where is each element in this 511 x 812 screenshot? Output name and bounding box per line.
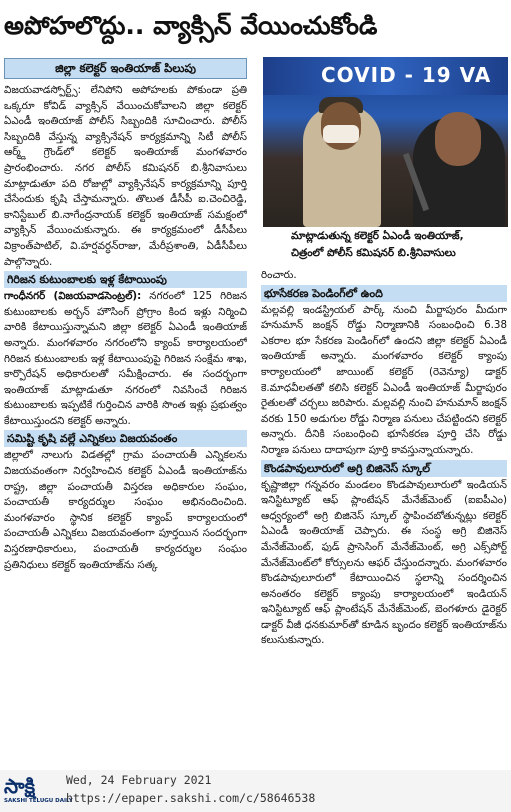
caption-line-1: మాట్లాడుతున్న కలెక్టర్ ఏఎండీ ఇంతియాజ్, <box>291 230 464 242</box>
dateline: గాంధీనగర్ (విజయవాడసెంట్రల్): <box>4 290 142 303</box>
article-tribal-housing-text: నగరంలో 125 గిరిజన కుటుంబాలకు అర్బన్ హౌసింగ్ ప్రోగ్రాం కింద ఇళ్లు నిర్మించి వారికి కేటాయిస్తున్నామని జిల్లా కలెక్టర్ ఏఎండీ ఇంతియాజ్ అన్నారు. మంగళవారం నగరంలోని క్యాంప్ కార్యాలయంలో గిరిజన కుటుంబాలకు ఇళ్ల కేటాయింపుపై గిరిజన సంక్షేమ శాఖ, కార్పొరేషన్ అధికారులతో సమీక్షించారు. ఈ సందర్భంగా ఇంతియాజ్ మాట్లాడుతూ నగరంలో నివసించే గిరిజన కుటుంబాలకు ఇప్పటికే గుర్తించిన వారికి సొంత ఇళ్లు ప్రభుత్వం కేటాయిస్తుందని కలెక్టర్ అన్నారు. <box>4 290 247 427</box>
epaper-link[interactable]: https://epaper.sakshi.com/c/58646538 <box>66 791 316 805</box>
subhead-elections: సమిష్టి కృషి వల్లే ఎన్నికలు విజయవంతం <box>4 430 247 447</box>
article-land-acquisition-para: మల్లవల్లి ఇండస్ట్రియల్ పార్క్ నుంచి మీర్జాపురం మీదుగా హనుమాన్ జంక్షన్ రోడ్డు నిర్మాణానికి సంబంధించి 6.38 ఎకరాల భూ సేకరణ పెండింగ్‌లో ఉందని జిల్లా కలెక్టర్ ఏఎండీ ఇంతియాజ్ అన్నారు. మంగళవారం కలెక్టర్ క్యాంపు కార్యాలయంలో జాయింట్ కలెక్టర్ (రెవెన్యూ) డాక్టర్ కె.మాధవీలతతో కలిసి కలెక్టర్ ఏఎండీ ఇంతియాజ్ మీర్జాపురం రైతులతో చర్చలు జరిపారు. మల్లవల్లి నుంచి హనుమాన్ జంక్షన్ వరకు 150 అడుగుల రోడ్డు నిర్మాణ పనులు చేపట్టిందని కలెక్టర్ అన్నారు. దీనికి సంబంధించి భూసేకరణ పూర్తి చేసి రోడ్డు నిర్మాణ పనులు దాదాపుగా పూర్తి కావస్తున్నాయన్నారు. <box>261 303 507 456</box>
subhead-land-acquisition: భూసేకరణ పెండింగ్‌లో ఉంది <box>261 285 507 302</box>
continued-text: రించారు. <box>261 269 297 281</box>
logo-text: సాక్షి <box>4 774 36 798</box>
caption-line-2: చిత్రంలో పోలీస్ కమిషనర్ బి.శ్రీనివాసులు <box>291 247 456 259</box>
face-mask <box>323 125 359 143</box>
photo-banner-text: COVID - 19 VA <box>321 63 492 87</box>
sakshi-logo <box>4 774 73 808</box>
article-agri-business-para: కృష్ణాజిల్లా గన్నవరం మండలం కొండపావులూరులో ఇండియన్ ఇనిస్టిట్యూట్ ఆఫ్ ప్లాంటేషన్ మేనేజ్‌మెంట్ (ఐఐపీఎం) ఆధ్వర్యంలో అగ్రి బిజినెస్ స్కూల్ స్థాపించబోతున్నట్లు కలెక్టర్ ఏఎండీ ఇంతియాజ్ చెప్పారు. ఈ సంస్థ అగ్రి బిజినెస్ మేనేజ్‌మెంట్, ఫుడ్ ప్రాసెసింగ్ మేనేజ్‌మెంట్, అగ్రి ఎక్స్‌పోర్ట్ మేనేజ్‌మెంట్‌లో కోర్సులను ఆఫర్ చేస్తుందన్నారు. మంగళవారం కొండపావులూరులో కేటాయించిన స్థలాన్ని సందర్శించిన అనంతరం కలెక్టర్ క్యాంపు కార్యాలయంలో ఇండియన్ ఇనిస్టిట్యూట్ ఆఫ్ ప్లాంటేషన్ మేనేజ్‌మెంట్, బెంగళూరు డైరెక్టర్ డాక్టర్ వీజీ ధనకుమార్‌తో కూడిన బృందం కలెక్టర్ ఇంతియాజ్‌ను కలుసుకున్నారు. <box>261 478 507 647</box>
left-column <box>4 54 247 766</box>
article-elections-para: జిల్లాలో నాలుగు విడతల్లో గ్రామ పంచాయతీ ఎన్నికలను విజయవంతంగా నిర్వహించిన కలెక్టర్ ఏఎండీ ఇంతియాజ్‌ను రాష్ట్ర, జిల్లా పంచాయతీ విస్తరణ అధికారుల సంఘం, పంచాయతీ కార్యదర్శుల సంఘం అభినందించింది. మంగళవారం స్థానిక కలెక్టర్ క్యాంప్ కార్యాలయంలో పంచాయతీ ఎన్నికలు విజయవంతంగా పూర్తయిన సందర్భంగా విస్తరణాధికారులు, పంచాయతీ కార్యదర్శుల సంఘం ప్రతినిధులు కలెక్టర్ ఇంతియాజ్‌ను సత్క <box>4 449 247 571</box>
logo-subtext: SAKSHI TELUGU DAILY <box>4 798 73 804</box>
speaker-head <box>435 112 481 166</box>
photo-caption <box>261 228 507 266</box>
article-vaccination-para: విజయవాడస్పోర్ట్స్: లేనిపోని అపోహలకు పోకుండా ప్రతి ఒక్కరూ కోవిడ్ వ్యాక్సిన్ వేయించుకోవాలని జిల్లా కలెక్టర్ ఏఎండీ ఇంతియాజ్ పోలీస్ సిబ్బందికి సూచించారు. పోలీస్ సిబ్బందికి వేస్తున్న వ్యాక్సినేషన్ కార్యక్రమాన్ని సిటీ పోలీస్ ఆర్మ్డ్ గ్రౌండ్‌లో కలెక్టర్ ఇంతియాజ్ మంగళవారం ప్రారంభించారు. నగర పోలీస్ కమిషనర్ బి.శ్రీనివాసులు మాట్లాడుతూ పది రోజుల్లో వ్యాక్సినేషన్ కార్యక్రమాన్ని పూర్తి చేసేందుకు కృషి చేస్తామన్నారు. తొలుత డీసీపీ ఐ.చెంచిరెడ్డి, కానిస్టేబుల్ బి.నాగేంద్రనాయక్ కలెక్టర్ ఇంతియాజ్ సమక్షంలో వ్యాక్సిన్ వేయించుకున్నారు. ఈ కార్యక్రమంలో డీసీపీలు విక్రాంత్‌పాటిల్, వి.హర్షవర్ధన్‌రాజు, మేరీప్రశాంతి, ఏడీసీపీలు పాల్గొన్నారు. <box>4 84 247 268</box>
subhead-agri-business-school: కొండపావులూరులో అగ్రి బిజినెస్ స్కూల్ <box>261 460 507 477</box>
subhead-collector-call: జిల్లా కలెక్టర్ ఇంతియాజ్ పిలుపు <box>4 58 247 79</box>
news-photo <box>263 57 508 227</box>
headline: అపోహలొద్దు.. వ్యాక్సిన్ వేయించుకోండి <box>4 11 378 40</box>
publication-date: Wed, 24 February 2021 <box>66 773 212 787</box>
subhead-tribal-housing: గిరిజన కుటుంబాలకు ఇళ్ల కేటాయింపు <box>4 271 247 288</box>
article-tribal-housing-para <box>4 289 247 429</box>
right-column <box>261 268 507 766</box>
